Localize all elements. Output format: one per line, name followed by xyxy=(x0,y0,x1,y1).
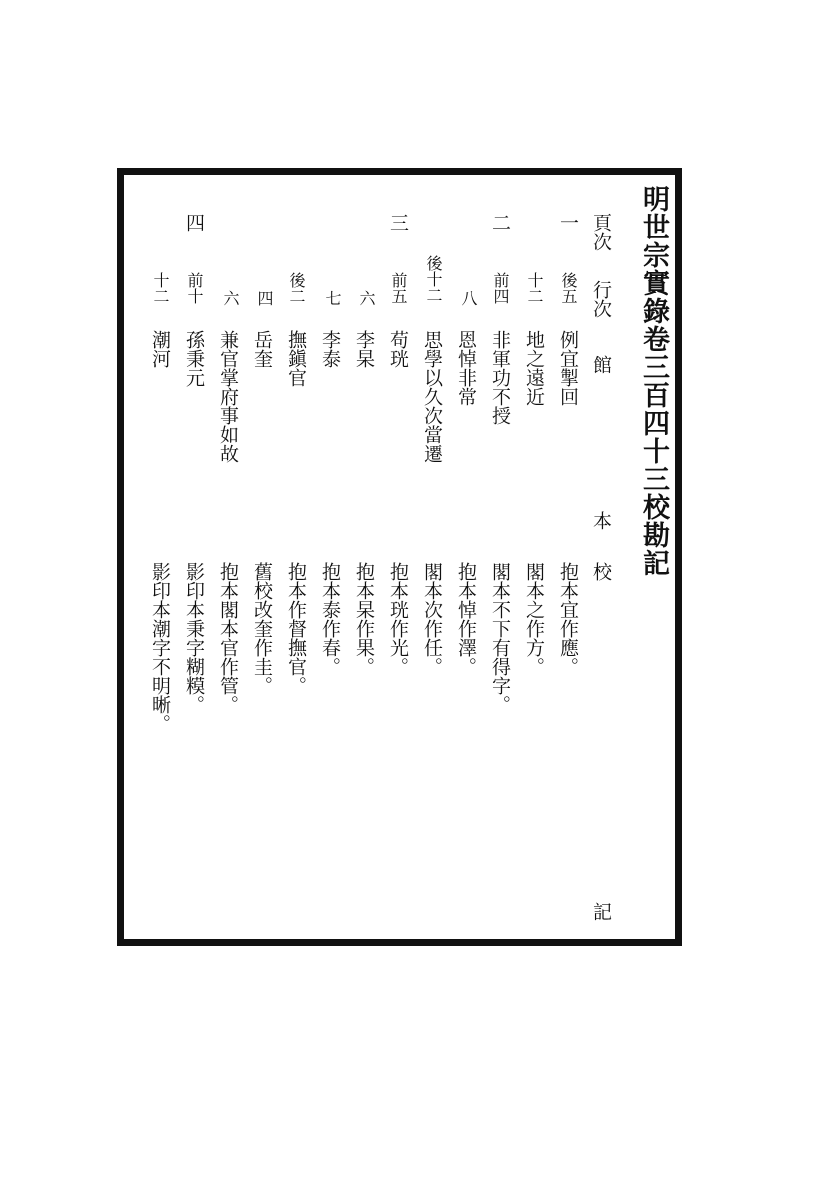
entry-text: 苟珖 xyxy=(387,330,409,368)
header-edition-label: 館 xyxy=(590,355,612,374)
entry-line: 後五 xyxy=(559,272,578,304)
entry-text: 撫鎭官 xyxy=(285,330,307,387)
entry-page: 三 xyxy=(387,213,409,232)
entry-note: 抱本閣本官作管。 xyxy=(217,562,239,714)
entry-page: 一 xyxy=(557,213,579,232)
page-title: 明世宗實錄卷三百四十三校勘記 xyxy=(638,185,669,577)
entry-text: 恩悼非常 xyxy=(455,330,477,406)
entry-note: 抱本泰作春。 xyxy=(319,562,341,676)
entry-note: 抱本悼作澤。 xyxy=(455,562,477,676)
entry-note: 影印本潮字不明晰。 xyxy=(149,562,171,733)
entry-note: 閣本次作任。 xyxy=(421,562,443,676)
entry-note: 抱本宜作應。 xyxy=(557,562,579,676)
entry-text: 李泰 xyxy=(319,330,341,368)
entry-page: 二 xyxy=(489,213,511,232)
entry-text: 地之遠近 xyxy=(523,330,545,406)
entry-note: 抱本作督撫官。 xyxy=(285,562,307,695)
entry-text: 兼官掌府事如故 xyxy=(217,330,239,463)
entry-text: 例宜掣回 xyxy=(557,330,579,406)
entry-line: 十二 xyxy=(525,272,544,304)
entry-note: 抱本珖作光。 xyxy=(387,562,409,676)
entry-text: 潮河 xyxy=(149,330,171,368)
entry-note: 閣本之作方。 xyxy=(523,562,545,676)
entry-text: 李杲 xyxy=(353,330,375,368)
header-collation-label: 校 xyxy=(590,562,612,581)
entry-line: 後十二 xyxy=(424,255,443,303)
entry-line: 前五 xyxy=(389,272,408,304)
entry-line: 八 xyxy=(459,290,478,306)
entry-note: 抱本杲作果。 xyxy=(353,562,375,676)
entry-line: 前十 xyxy=(185,272,204,304)
entry-text: 思學以久次當遷 xyxy=(421,330,443,463)
entry-line: 後二 xyxy=(287,272,306,304)
entry-line: 六 xyxy=(221,290,240,306)
entry-text: 孫秉元 xyxy=(183,330,205,387)
entry-line: 十二 xyxy=(151,272,170,304)
header-notes-label: 記 xyxy=(590,902,612,921)
entry-page: 四 xyxy=(183,213,205,232)
entry-note: 影印本秉字糊糢。 xyxy=(183,562,205,714)
entry-line: 六 xyxy=(357,290,376,306)
entry-line: 四 xyxy=(255,290,274,306)
entry-note: 舊校改奎作圭。 xyxy=(251,562,273,695)
entry-line: 七 xyxy=(323,290,342,306)
entry-note: 閣本不下有得字。 xyxy=(489,562,511,714)
entry-text: 非軍功不授 xyxy=(489,330,511,425)
entry-text: 岳奎 xyxy=(251,330,273,368)
header-line-label: 行次 xyxy=(590,280,612,318)
header-page-label: 頁次 xyxy=(590,213,612,251)
header-base-label: 本 xyxy=(590,511,612,530)
entry-line: 前四 xyxy=(491,272,510,304)
